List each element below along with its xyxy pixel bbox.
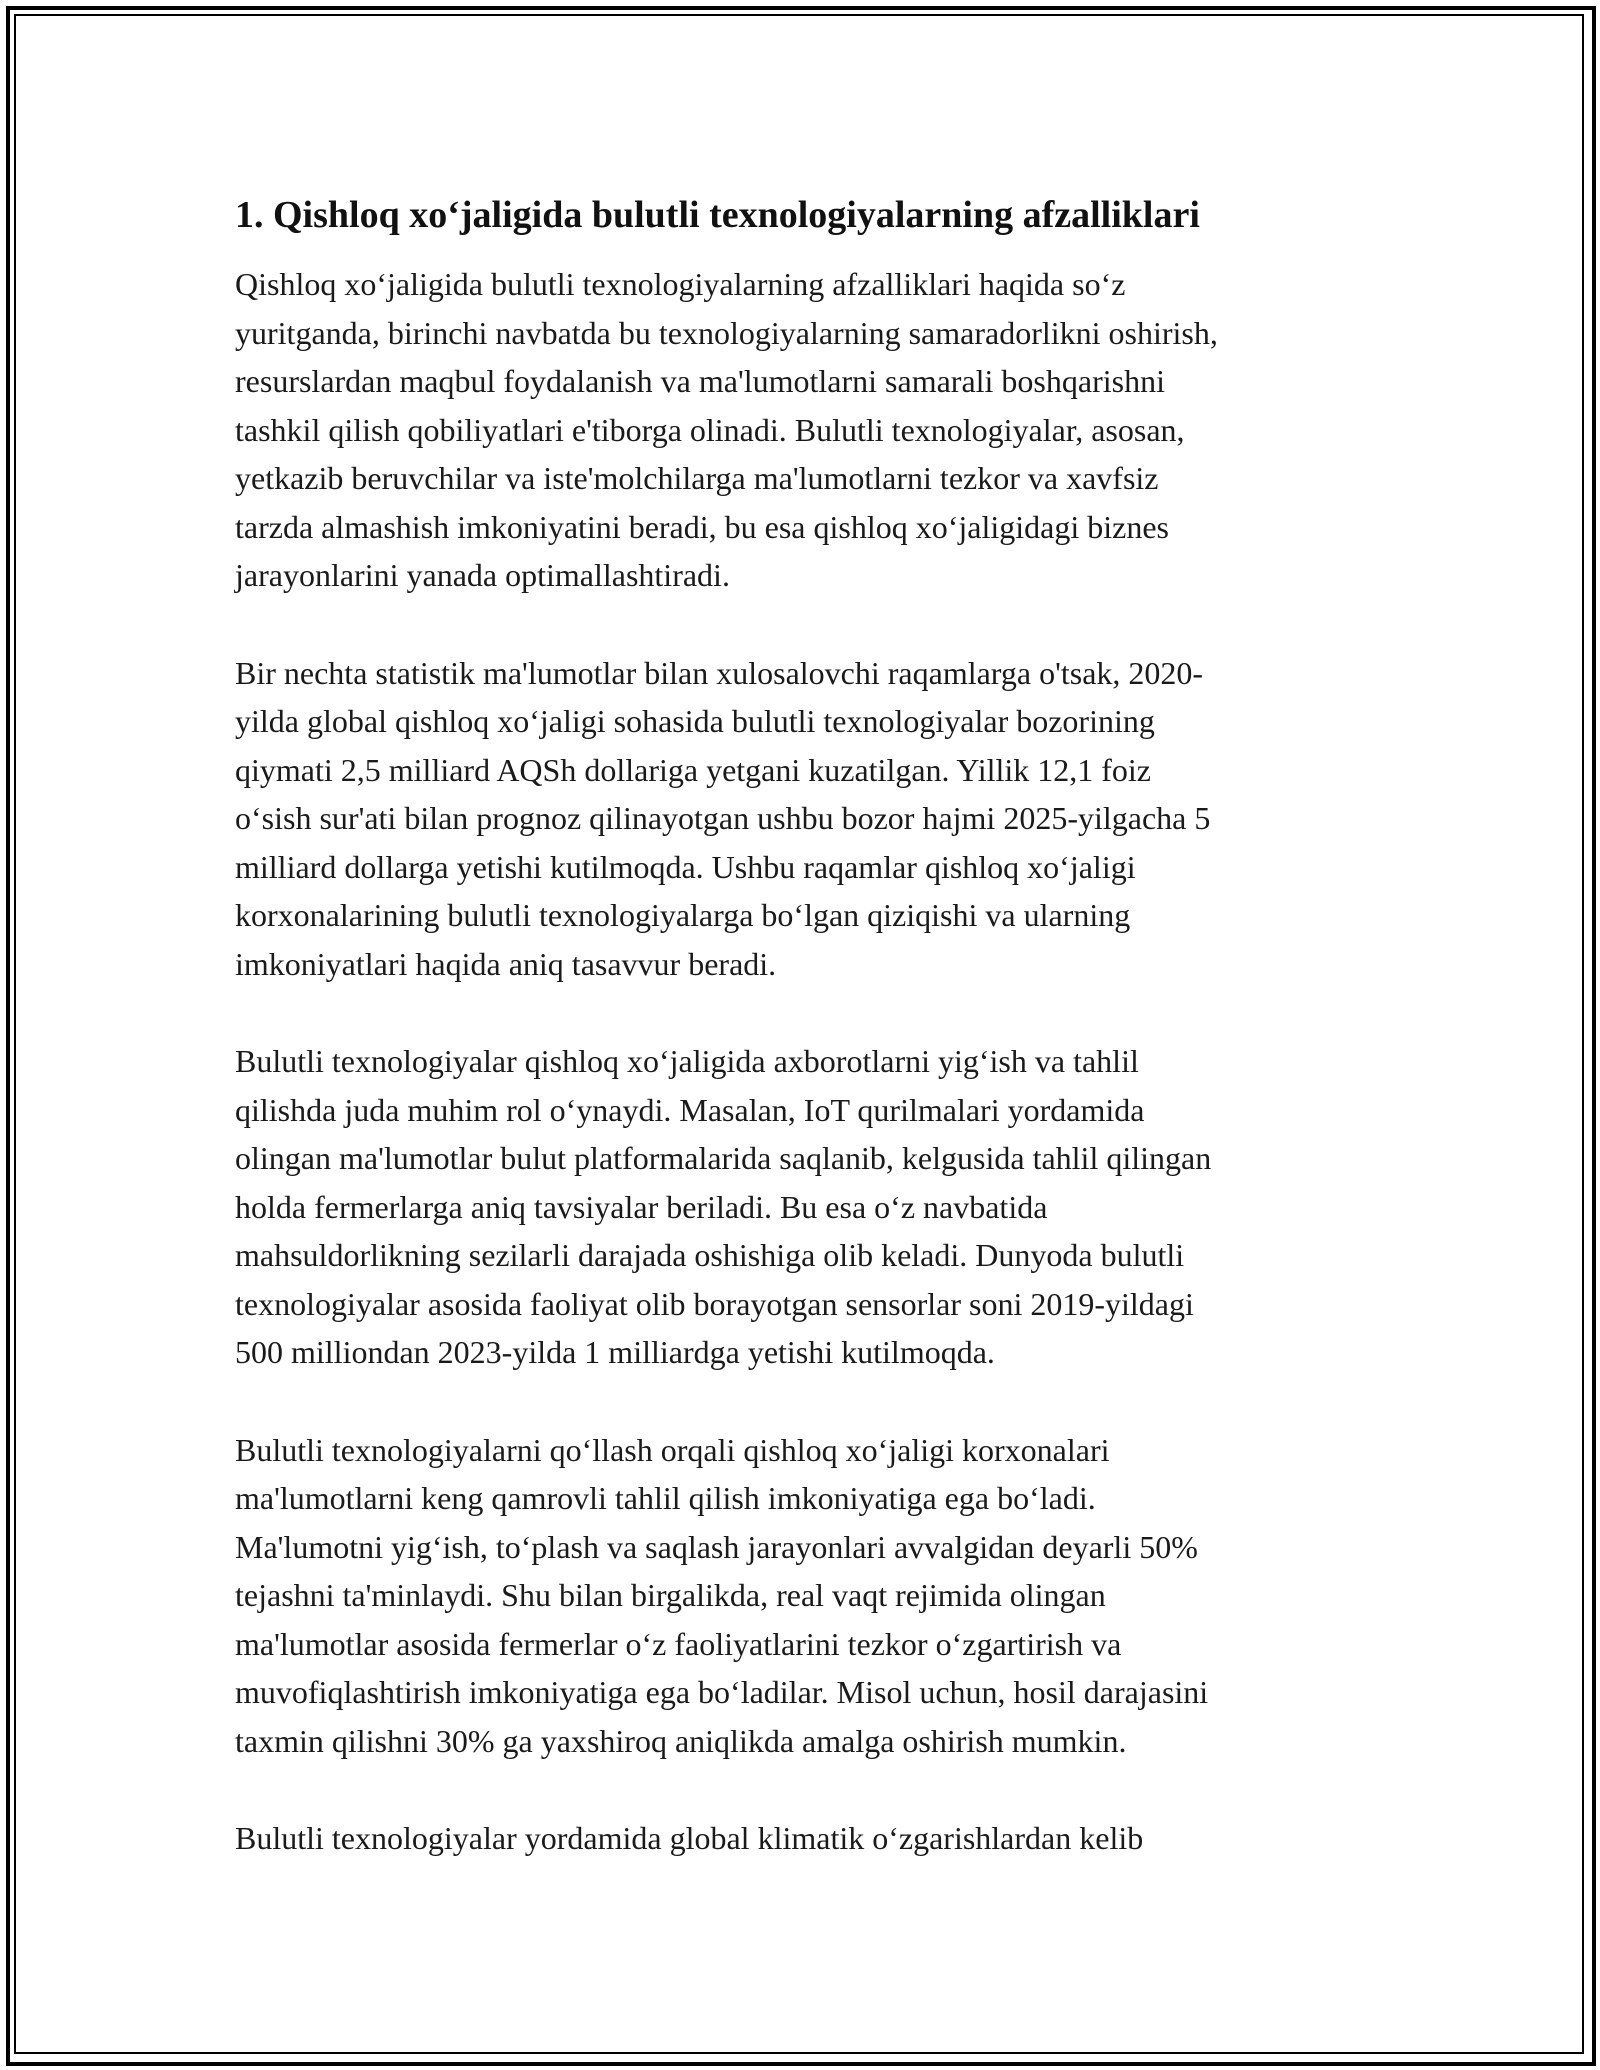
paragraph-line: jarayonlarini yanada optimallashtiradi. — [235, 557, 730, 593]
paragraph — [235, 1814, 1375, 1863]
paragraph-line: o‘sish sur'ati bilan prognoz qilinayotgan ushbu bozor hajmi 2025-yilgacha 5 — [235, 800, 1211, 836]
paragraph-line: olingan ma'lumotlar bulut platformalarida saqlanib, kelgusida tahlil qilingan — [235, 1140, 1212, 1176]
paragraph — [235, 1426, 1375, 1766]
paragraph-line: Bulutli texnologiyalarni qo‘llash orqali qishloq xo‘jaligi korxonalari — [235, 1431, 1110, 1468]
paragraph-line: ma'lumotlar asosida fermerlar o‘z faoliyatlarini tezkor o‘zgartirish va — [235, 1625, 1122, 1662]
paragraph-line: milliard dollarga yetishi kutilmoqda. Ushbu raqamlar qishloq xo‘jaligi — [235, 848, 1136, 885]
paragraph-line: texnologiyalar asosida faoliyat olib borayotgan sensorlar soni 2019-yildagi — [235, 1285, 1194, 1322]
paragraph-list — [235, 260, 1375, 1863]
paragraph-line: ma'lumotlarni keng qamrovli tahlil qilish imkoniyatiga ega bo‘ladi. — [235, 1480, 1096, 1516]
paragraph-line: taxmin qilishni 30% ga yaxshiroq aniqlikda amalga oshirish mumkin. — [235, 1722, 1127, 1759]
document-body — [235, 190, 1375, 1912]
paragraph-line: Bulutli texnologiyalar yordamida global klimatik o‘zgarishlardan kelib — [235, 1820, 1144, 1856]
paragraph-line: imkoniyatlari haqida aniq tasavvur beradi. — [235, 945, 777, 982]
paragraph-line: holda fermerlarga aniq tavsiyalar beriladi. Bu esa o‘z navbatida — [235, 1188, 1048, 1225]
paragraph-line: tashkil qilish qobiliyatlari e'tiborga olinadi. Bulutli texnologiyalar, asosan, — [235, 411, 1185, 448]
paragraph-line: Ma'lumotni yig‘ish, to‘plash va saqlash jarayonlari avvalgidan deyarli 50% — [235, 1528, 1198, 1565]
paragraph-line: yuritganda, birinchi navbatda bu texnologiyalarning samaradorlikni oshirish, — [235, 314, 1218, 351]
paragraph-line: mahsuldorlikning sezilarli darajada oshishiga olib keladi. Dunyoda bulutli — [235, 1237, 1185, 1273]
paragraph — [235, 260, 1375, 600]
paragraph-line: yetkazib beruvchilar va iste'molchilarga ma'lumotlarni tezkor va xavfsiz — [235, 460, 1159, 496]
paragraph-line: Bir nechta statistik ma'lumotlar bilan xulosalovchi raqamlarga o'tsak, 2020- — [235, 654, 1204, 691]
paragraph-line: tarzda almashish imkoniyatini beradi, bu esa qishloq xo‘jaligidagi biznes — [235, 508, 1169, 545]
paragraph-line: resurslardan maqbul foydalanish va ma'lumotlarni samarali boshqarishni — [235, 363, 1165, 399]
paragraph-line: 500 milliondan 2023-yilda 1 milliardga yetishi kutilmoqda. — [235, 1334, 995, 1370]
paragraph-line: Bulutli texnologiyalar qishloq xo‘jaligida axborotlarni yig‘ish va tahlil — [235, 1043, 1139, 1079]
paragraph-line: yilda global qishloq xo‘jaligi sohasida bulutli texnologiyalar bozorining — [235, 703, 1155, 739]
paragraph-line: korxonalarining bulutli texnologiyalarga bo‘lgan qiziqishi va ularning — [235, 897, 1131, 933]
section-heading: 1. Qishloq xo‘jaligida bulutli texnologiyalarning afzalliklari — [235, 194, 1200, 236]
paragraph-line: qilishda juda muhim rol o‘ynaydi. Masalan, IoT qurilmalari yordamida — [235, 1091, 1145, 1128]
paragraph — [235, 649, 1375, 989]
paragraph-line: Qishloq xo‘jaligida bulutli texnologiyalarning afzalliklari haqida so‘z — [235, 266, 1126, 302]
paragraph-line: muvofiqlashtirish imkoniyatiga ega bo‘ladilar. Misol uchun, hosil darajasini — [235, 1674, 1209, 1710]
paragraph-line: tejashni ta'minlaydi. Shu bilan birgalikda, real vaqt rejimida olingan — [235, 1577, 1106, 1613]
paragraph — [235, 1037, 1375, 1377]
paragraph-line: qiymati 2,5 milliard AQSh dollariga yetgani kuzatilgan. Yillik 12,1 foiz — [235, 751, 1151, 788]
